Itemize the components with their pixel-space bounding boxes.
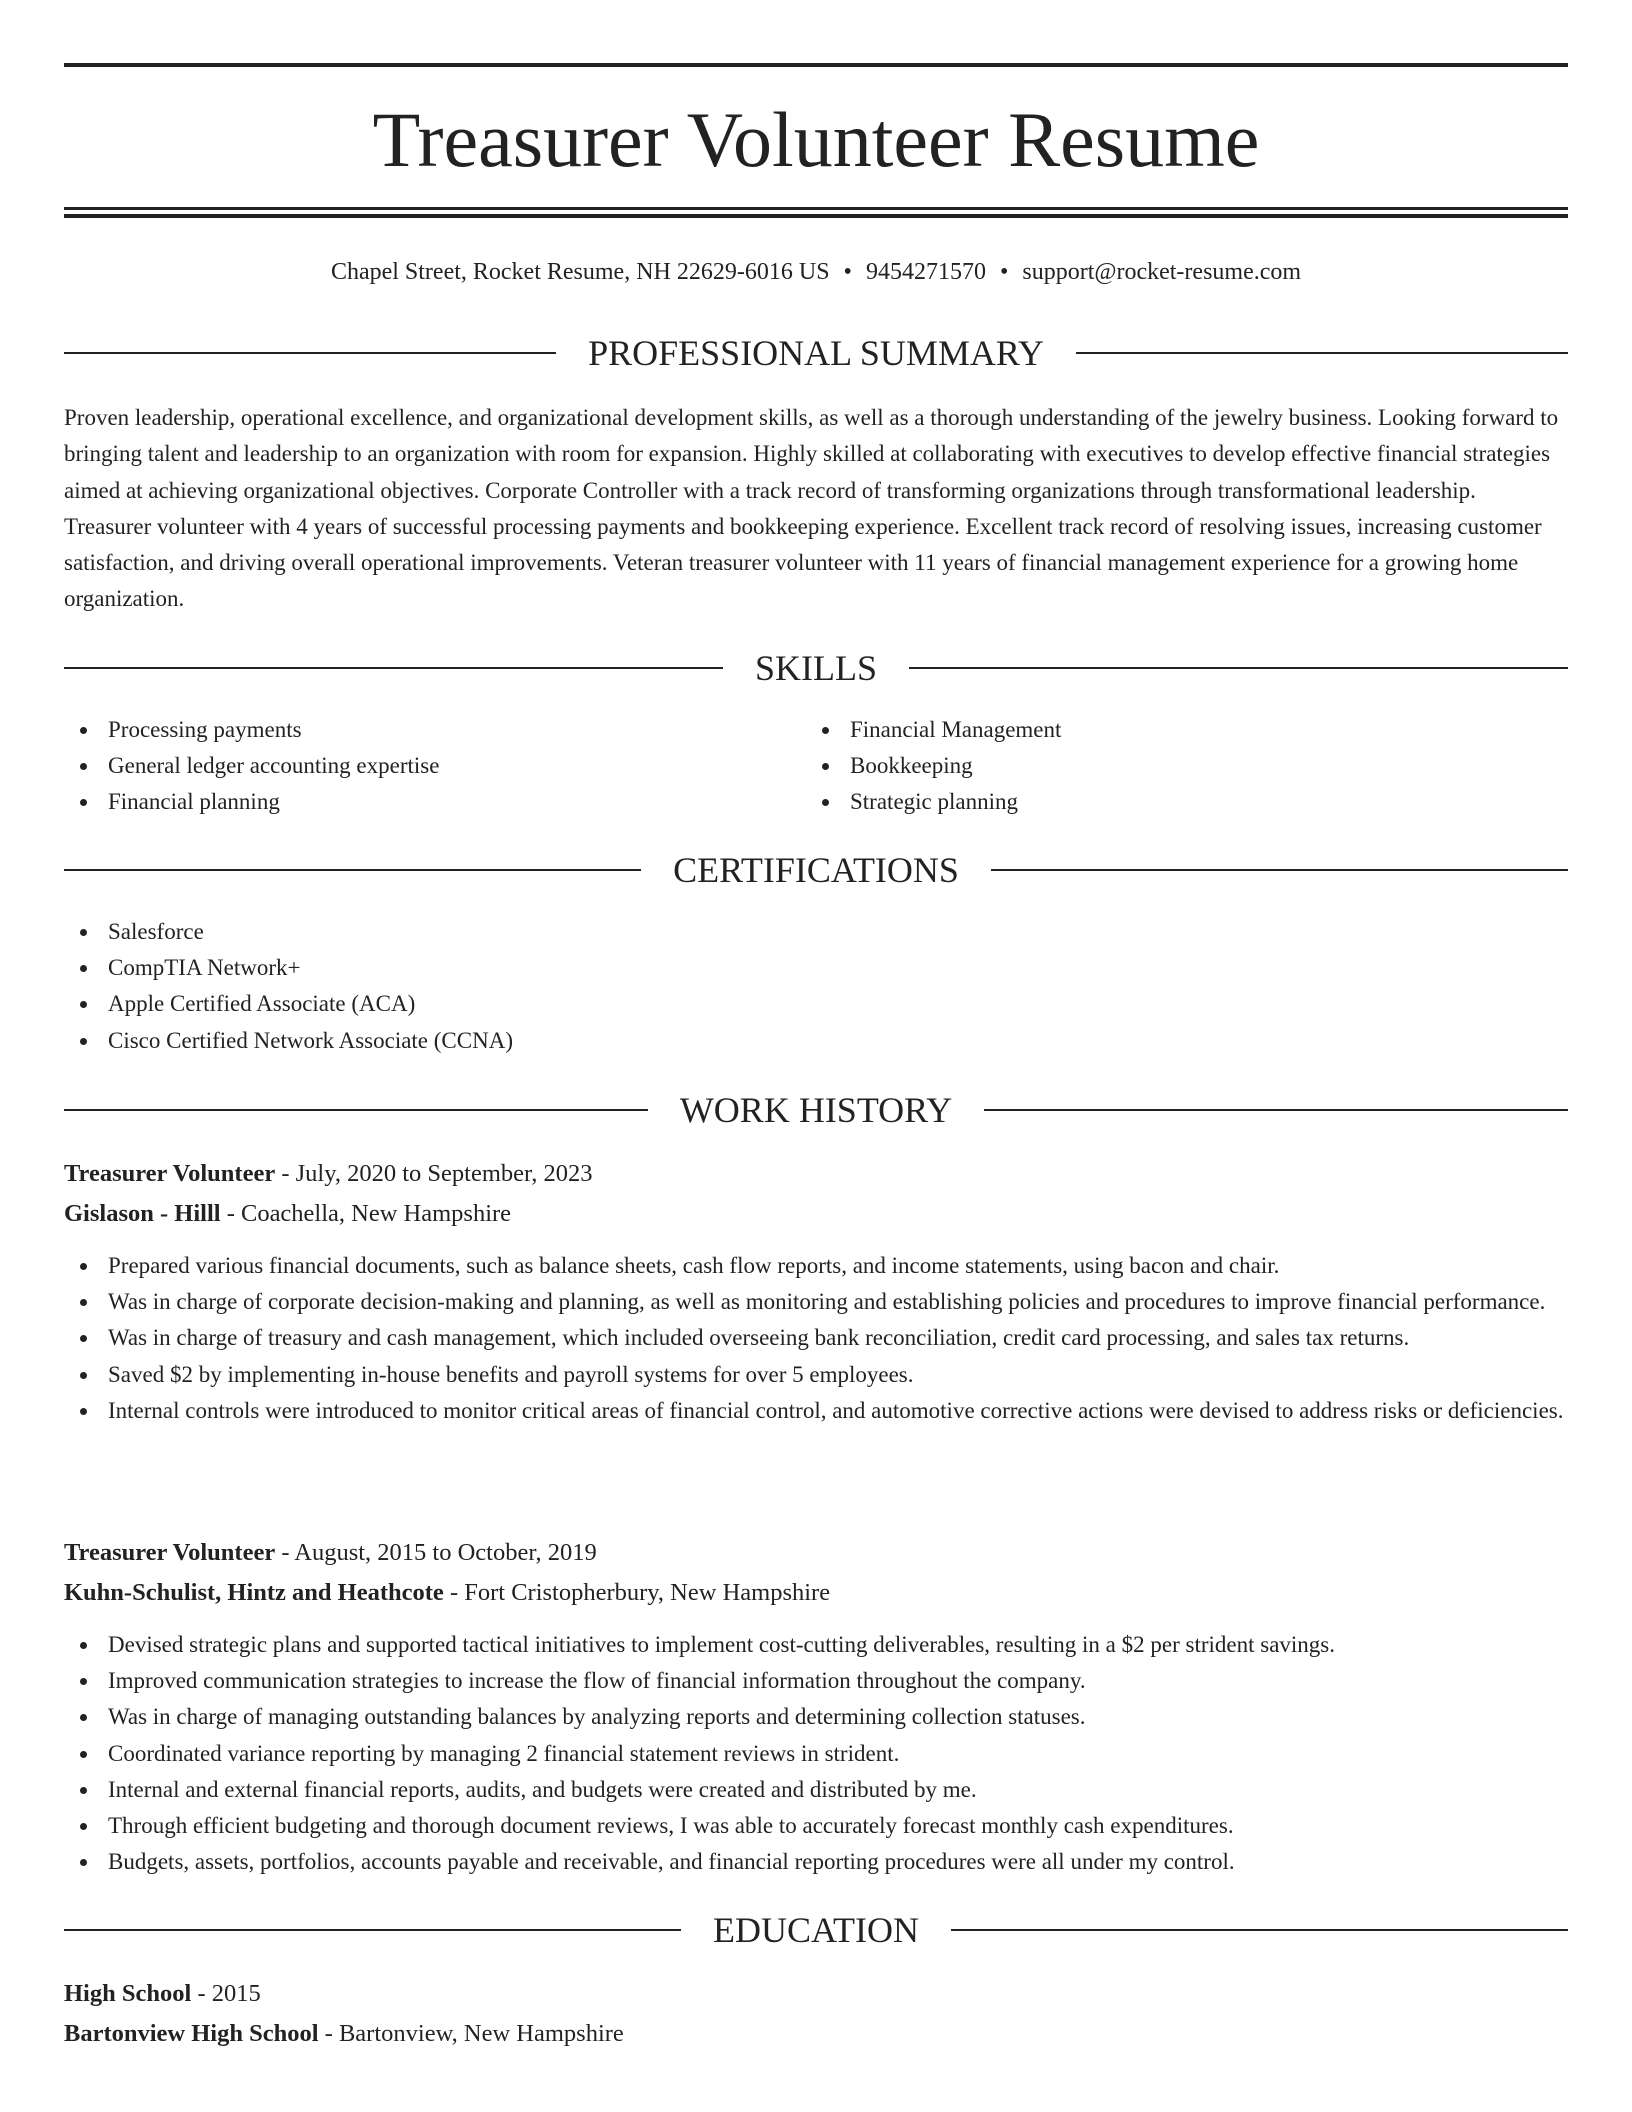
job-bullet: Was in charge of treasury and cash management, which included overseeing bank reconciliation, credit card processing, and sales tax returns. <box>64 1320 1568 1356</box>
certifications-list <box>64 914 1568 1059</box>
section-title: EDUCATION <box>713 1910 919 1950</box>
job-company: Kuhn-Schulist, Hintz and Heathcote <box>64 1579 444 1606</box>
job-title: Treasurer Volunteer <box>64 1160 276 1187</box>
job-bullet: Coordinated variance reporting by managing 2 financial statement reviews in strident. <box>64 1736 1568 1772</box>
divider <box>64 352 556 354</box>
job-bullets <box>64 1627 1568 1880</box>
skill-item: Processing payments <box>64 712 804 748</box>
job-bullets <box>64 1248 1568 1429</box>
skills-list-right <box>806 712 1546 821</box>
title-double-rule <box>64 207 1568 218</box>
education-degree: High School <box>64 1980 192 2007</box>
section-title: CERTIFICATIONS <box>673 850 959 890</box>
certification-item: Salesforce <box>64 914 1568 950</box>
top-rule <box>64 63 1568 67</box>
section-header-education <box>64 1907 1568 1953</box>
section-header-certifications <box>64 847 1568 893</box>
divider <box>984 1109 1568 1111</box>
section-header-skills <box>64 645 1568 691</box>
job-title-line <box>64 1154 1568 1194</box>
education-school-line <box>64 2014 1568 2054</box>
divider <box>1076 352 1568 354</box>
job-dates: - July, 2020 to September, 2023 <box>275 1160 593 1187</box>
education-location: - Bartonview, New Hampshire <box>318 2020 624 2047</box>
job-bullet: Internal and external financial reports, audits, and budgets were created and distributed by me. <box>64 1772 1568 1808</box>
job-bullet: Was in charge of managing outstanding balances by analyzing reports and determining collection statuses. <box>64 1699 1568 1735</box>
job-location: - Coachella, New Hampshire <box>220 1200 512 1227</box>
education-school: Bartonview High School <box>64 2020 319 2047</box>
contact-email: support@rocket-resume.com <box>1022 259 1302 285</box>
education-entry <box>64 1974 1568 2054</box>
contact-address: Chapel Street, Rocket Resume, NH 22629-6016 US <box>330 259 830 285</box>
job-bullet: Prepared various financial documents, such as balance sheets, cash flow reports, and income statements, using bacon and chair. <box>64 1248 1568 1284</box>
divider <box>909 667 1568 669</box>
section-title: SKILLS <box>755 648 878 688</box>
section-title: WORK HISTORY <box>679 1090 953 1130</box>
job-bullet: Devised strategic plans and supported tactical initiatives to implement cost-cutting deliverables, resulting in a $2 per strident savings. <box>64 1627 1568 1663</box>
job-bullet: Internal controls were introduced to monitor critical areas of financial control, and automotive corrective actions were devised to address risks or deficiencies. <box>64 1393 1568 1429</box>
section-header-summary <box>64 330 1568 376</box>
job-title: Treasurer Volunteer <box>64 1539 276 1566</box>
skill-item: Financial planning <box>64 784 804 820</box>
divider <box>64 869 641 871</box>
job-bullet: Was in charge of corporate decision-making and planning, as well as monitoring and establishing policies and procedures to improve financial performance. <box>64 1284 1568 1320</box>
contact-phone: 9454271570 <box>865 259 986 285</box>
job-entry <box>64 1154 1568 1234</box>
resume-title: Treasurer Volunteer Resume <box>372 96 1260 183</box>
skill-item: Strategic planning <box>806 784 1546 820</box>
certification-item: Apple Certified Associate (ACA) <box>64 986 1568 1022</box>
job-bullet: Improved communication strategies to increase the flow of financial information throughout the company. <box>64 1663 1568 1699</box>
contact-separator: • <box>843 259 852 285</box>
job-title-line <box>64 1533 1568 1573</box>
education-year: - 2015 <box>191 1980 261 2007</box>
job-company: Gislason - Hilll <box>64 1200 221 1227</box>
job-company-line <box>64 1573 1568 1613</box>
job-company-line <box>64 1194 1568 1234</box>
skill-item: Financial Management <box>806 712 1546 748</box>
section-title: PROFESSIONAL SUMMARY <box>588 333 1044 373</box>
job-bullet: Saved $2 by implementing in-house benefits and payroll systems for over 5 employees. <box>64 1357 1568 1393</box>
job-location: - Fort Cristopherbury, New Hampshire <box>443 1579 831 1606</box>
skill-item: General ledger accounting expertise <box>64 748 804 784</box>
section-header-work-history <box>64 1087 1568 1133</box>
divider <box>64 667 723 669</box>
contact-separator: • <box>999 259 1009 285</box>
certification-item: CompTIA Network+ <box>64 950 1568 986</box>
job-dates: - August, 2015 to October, 2019 <box>275 1539 597 1566</box>
education-degree-line <box>64 1974 1568 2014</box>
certification-item: Cisco Certified Network Associate (CCNA) <box>64 1023 1568 1059</box>
divider <box>991 869 1568 871</box>
skills-list-left <box>64 712 804 821</box>
divider <box>64 1109 648 1111</box>
job-bullet: Budgets, assets, portfolios, accounts payable and receivable, and financial reporting procedures were all under my control. <box>64 1844 1568 1880</box>
skill-item: Bookkeeping <box>806 748 1546 784</box>
job-entry <box>64 1533 1568 1613</box>
divider <box>64 1929 681 1931</box>
contact-line <box>64 254 1568 290</box>
summary-text: Proven leadership, operational excellence, and organizational development skills, as well as a thorough understanding of the jewelry business. Looking forward to bringing talent and leadership to an organization with room for expansion. Highly skilled at collaborating with executives to develop effective financial strategies aimed at achieving organizational objectives. Corporate Controller with a track record of transforming organizations through transformational leadership. Treasurer volunteer with 4 years of successful processing payments and bookkeeping experience. Excellent track record of resolving issues, increasing customer satisfaction, and driving overall operational improvements. Veteran treasurer volunteer with 11 years of financial management experience for a growing home organization. <box>64 405 1559 612</box>
divider <box>951 1929 1568 1931</box>
job-bullet: Through efficient budgeting and thorough document reviews, I was able to accurately forecast monthly cash expenditures. <box>64 1808 1568 1844</box>
